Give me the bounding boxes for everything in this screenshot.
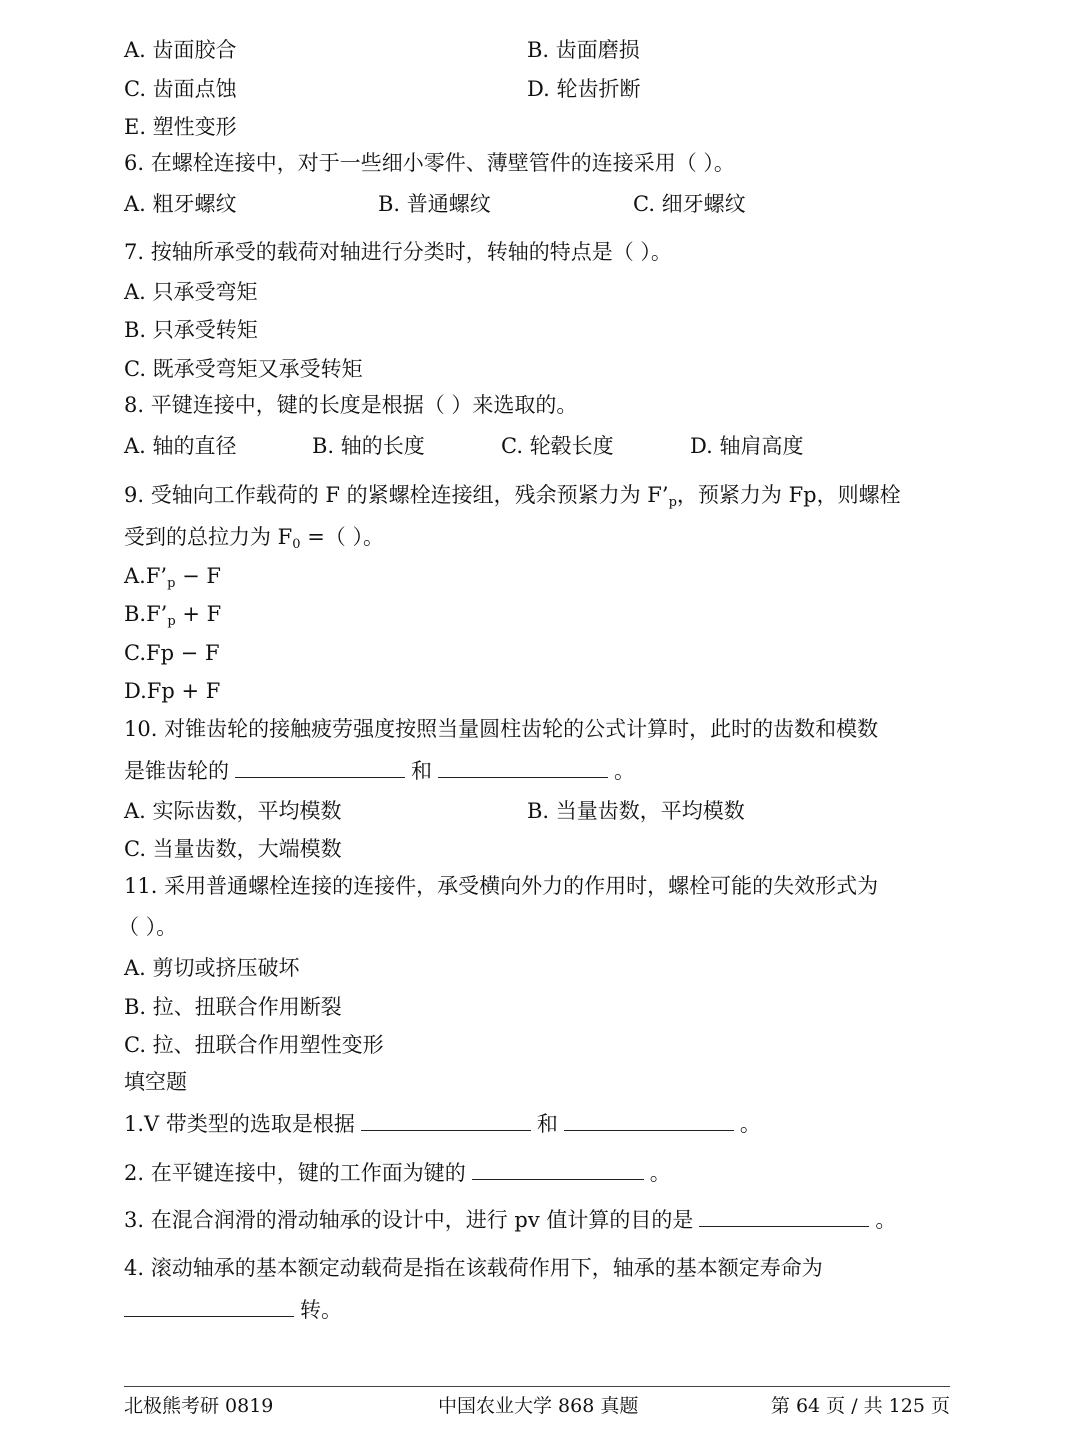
q7-option-a: A. 只承受弯矩 (124, 280, 258, 304)
q11-option-b: B. 拉、扭联合作用断裂 (124, 995, 342, 1019)
fill-q4-line2: 转。 (124, 1296, 342, 1324)
q8-option-b: B. 轴的长度 (312, 434, 425, 458)
q7-stem: 7. 按轴所承受的载荷对轴进行分类时，转轴的特点是（ ）。 (124, 240, 672, 264)
fill-q2: 2. 在平键连接中，键的工作面为键的 。 (124, 1161, 671, 1185)
q5-option-d: D. 轮齿折断 (527, 77, 641, 101)
q8-stem: 8. 平键连接中，键的长度是根据（ ）来选取的。 (124, 393, 578, 417)
answer-blank (438, 776, 608, 778)
q8-option-d: D. 轴肩高度 (690, 434, 804, 458)
answer-blank (124, 1315, 294, 1317)
q6-option-c: C. 细牙螺纹 (633, 192, 746, 216)
q9-stem-line1: 9. 受轴向工作载荷的 F 的紧螺栓连接组，残余预紧力为 $F’_p$，预紧力为 Fp，则螺栓 (124, 483, 901, 510)
q5-option-c: C. 齿面点蚀 (124, 77, 237, 101)
footer-divider (124, 1386, 950, 1387)
q9-option-d: D.Fp + F (124, 679, 221, 703)
answer-blank (235, 776, 405, 778)
q9-option-a: $A.F’_p - F$ (124, 564, 221, 591)
answer-blank (472, 1178, 644, 1180)
q6-option-a: A. 粗牙螺纹 (124, 192, 237, 216)
q10-option-c: C. 当量齿数，大端模数 (124, 837, 342, 861)
q11-option-a: A. 剪切或挤压破坏 (124, 956, 300, 980)
footer-left: 北极熊考研 0819 (124, 1395, 274, 1417)
q7-option-b: B. 只承受转矩 (124, 318, 258, 342)
q7-option-c: C. 既承受弯矩又承受转矩 (124, 357, 363, 381)
q8-option-a: A. 轴的直径 (124, 434, 237, 458)
q11-stem-line1: 11. 采用普通螺栓连接的连接件，承受横向外力的作用时，螺栓可能的失效形式为 (124, 874, 879, 898)
q11-option-c: C. 拉、扭联合作用塑性变形 (124, 1033, 384, 1057)
q9-option-c: C.Fp − F (124, 641, 220, 665)
fill-q1: 1.V 带类型的选取是根据 和 。 (124, 1112, 761, 1136)
q5-option-a: A. 齿面胶合 (124, 38, 237, 62)
footer-center: 中国农业大学 868 真题 (438, 1395, 639, 1417)
q9-option-b: $B.F’_p + F$ (124, 602, 222, 629)
fill-q4-line1: 4. 滚动轴承的基本额定动载荷是指在该载荷作用下，轴承的基本额定寿命为 (124, 1256, 823, 1280)
q10-option-a: A. 实际齿数，平均模数 (124, 799, 342, 823)
answer-blank (361, 1129, 531, 1131)
q10-option-b: B. 当量齿数，平均模数 (527, 799, 745, 823)
answer-blank (564, 1129, 734, 1131)
q6-option-b: B. 普通螺纹 (378, 192, 491, 216)
fill-q3: 3. 在混合润滑的滑动轴承的设计中，进行 pv 值计算的目的是 。 (124, 1208, 897, 1232)
q6-stem: 6. 在螺栓连接中，对于一些细小零件、薄壁管件的连接采用（ ）。 (124, 151, 735, 175)
q10-stem-line2: 是锥齿轮的 和 。 (124, 759, 635, 783)
q11-stem-line2: （ ）。 (118, 915, 178, 939)
section-heading-fill-in: 填空题 (124, 1070, 187, 1094)
answer-blank (699, 1225, 869, 1227)
q9-stem-line2: 受到的总拉力为 $F_0$ =（ ）。 (124, 525, 384, 552)
q8-option-c: C. 轮毂长度 (501, 434, 614, 458)
q10-stem-line1: 10. 对锥齿轮的接触疲劳强度按照当量圆柱齿轮的公式计算时，此时的齿数和模数 (124, 717, 879, 741)
q5-option-e: E. 塑性变形 (124, 115, 237, 139)
footer-page-number: 第 64 页 / 共 125 页 (770, 1395, 950, 1417)
q5-option-b: B. 齿面磨损 (527, 38, 640, 62)
